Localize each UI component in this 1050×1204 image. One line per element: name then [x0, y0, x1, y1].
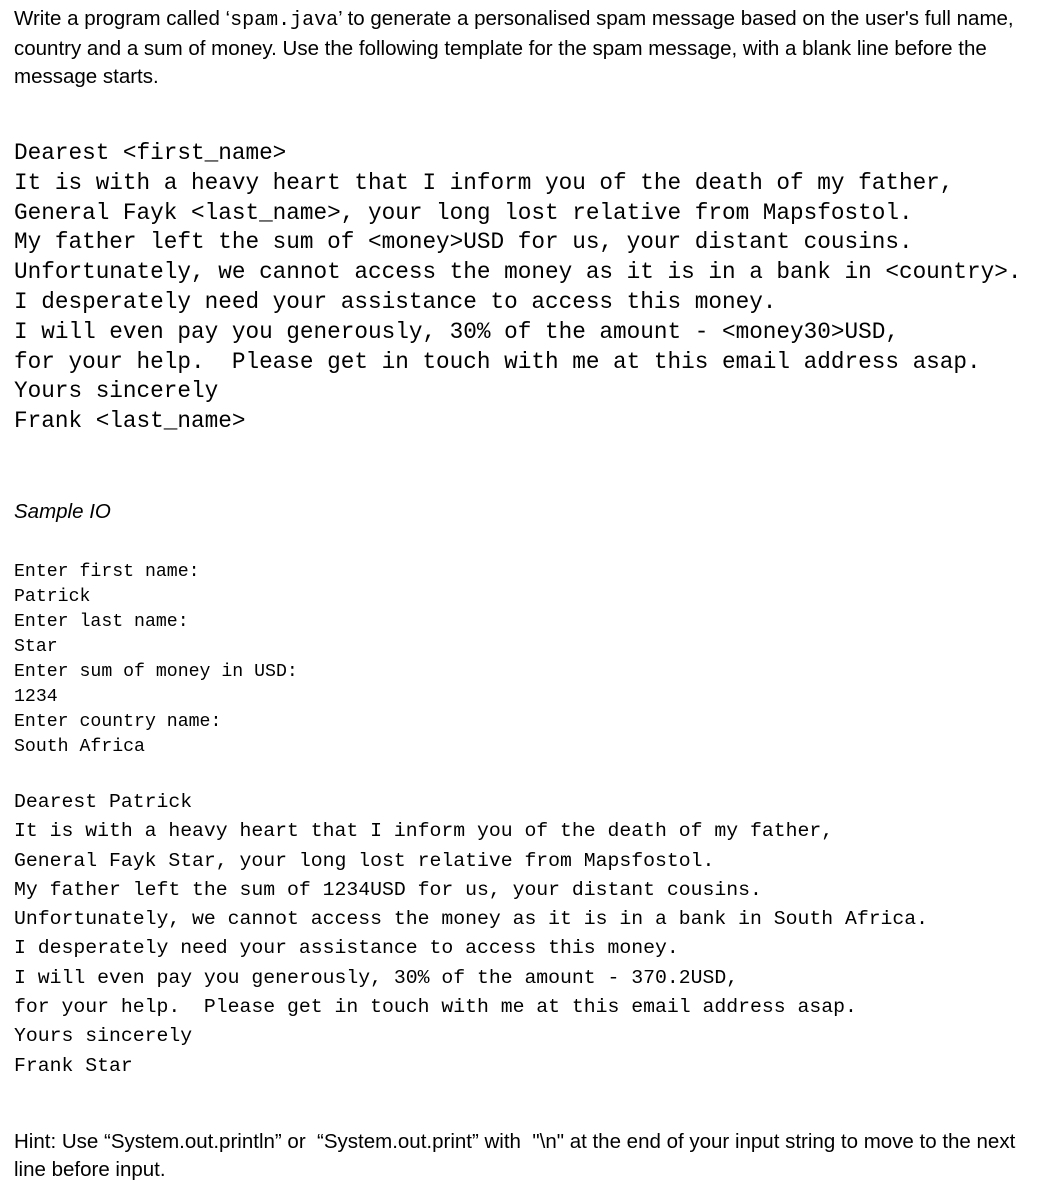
template-line: Yours sincerely	[14, 378, 219, 405]
task-text-rest: ’ to generate a personalised spam message based on the user's full name, country and a sum of money. Use the following template for the spam message, with a blank line before the message starts.	[14, 7, 1020, 88]
template-line: for your help. Please get in touch with me at this email address asap.	[14, 348, 981, 375]
sample-output-line: It is with a heavy heart that I inform you of the death of my father,	[14, 820, 834, 843]
template-line: General Fayk <last_name>, your long lost relative from Mapsfostol.	[14, 199, 913, 226]
sample-output-line: My father left the sum of 1234USD for us, your distant cousins.	[14, 878, 762, 901]
sample-io-line: Star	[14, 637, 58, 657]
program-filename: spam.java	[230, 9, 339, 32]
sample-output-line: Yours sincerely	[14, 1025, 193, 1048]
sample-io-line: Enter country name:	[14, 712, 222, 732]
spam-template	[14, 139, 1022, 437]
template-line: My father left the sum of <money>USD for us, your distant cousins.	[14, 229, 913, 256]
task-text-start: Write a program called ‘	[14, 7, 231, 30]
sample-io-line: Enter sum of money in USD:	[14, 662, 298, 682]
sample-output-line: I will even pay you generously, 30% of the amount - 370.2USD,	[14, 966, 739, 989]
template-line: It is with a heavy heart that I inform you of the death of my father,	[14, 169, 954, 196]
sample-io-line: Patrick	[14, 587, 91, 607]
template-line: I will even pay you generously, 30% of the amount - <money30>USD,	[14, 318, 899, 345]
sample-output-line: General Fayk Star, your long lost relative from Mapsfostol.	[14, 849, 715, 872]
sample-output-line: Frank Star	[14, 1054, 133, 1077]
sample-output-line: for your help. Please get in touch with me at this email address asap.	[14, 996, 857, 1019]
hint-text: Hint: Use “System.out.println” or “System.out.print” with "\n" at the end of your input string to move to the next line before input.	[14, 1130, 1021, 1181]
sample-output-message	[14, 788, 928, 1081]
sample-input-prompts	[14, 560, 298, 760]
sample-output-line: I desperately need your assistance to access this money.	[14, 937, 679, 960]
sample-io-line: South Africa	[14, 737, 145, 757]
sample-io-line: 1234	[14, 687, 58, 707]
sample-output-line: Unfortunately, we cannot access the money as it is in a bank in South Africa.	[14, 908, 929, 931]
sample-io-heading: Sample IO	[14, 500, 111, 523]
template-line: Dearest <first_name>	[14, 140, 287, 166]
template-line: Unfortunately, we cannot access the money as it is in a bank in <country>.	[14, 259, 1022, 286]
sample-io-line: Enter last name:	[14, 612, 189, 632]
template-line: I desperately need your assistance to access this money.	[14, 288, 777, 315]
task-description	[14, 5, 1034, 91]
sample-io-line: Enter first name:	[14, 562, 200, 582]
sample-output-line: Dearest Patrick	[14, 791, 193, 813]
template-line: Frank <last_name>	[14, 408, 246, 435]
